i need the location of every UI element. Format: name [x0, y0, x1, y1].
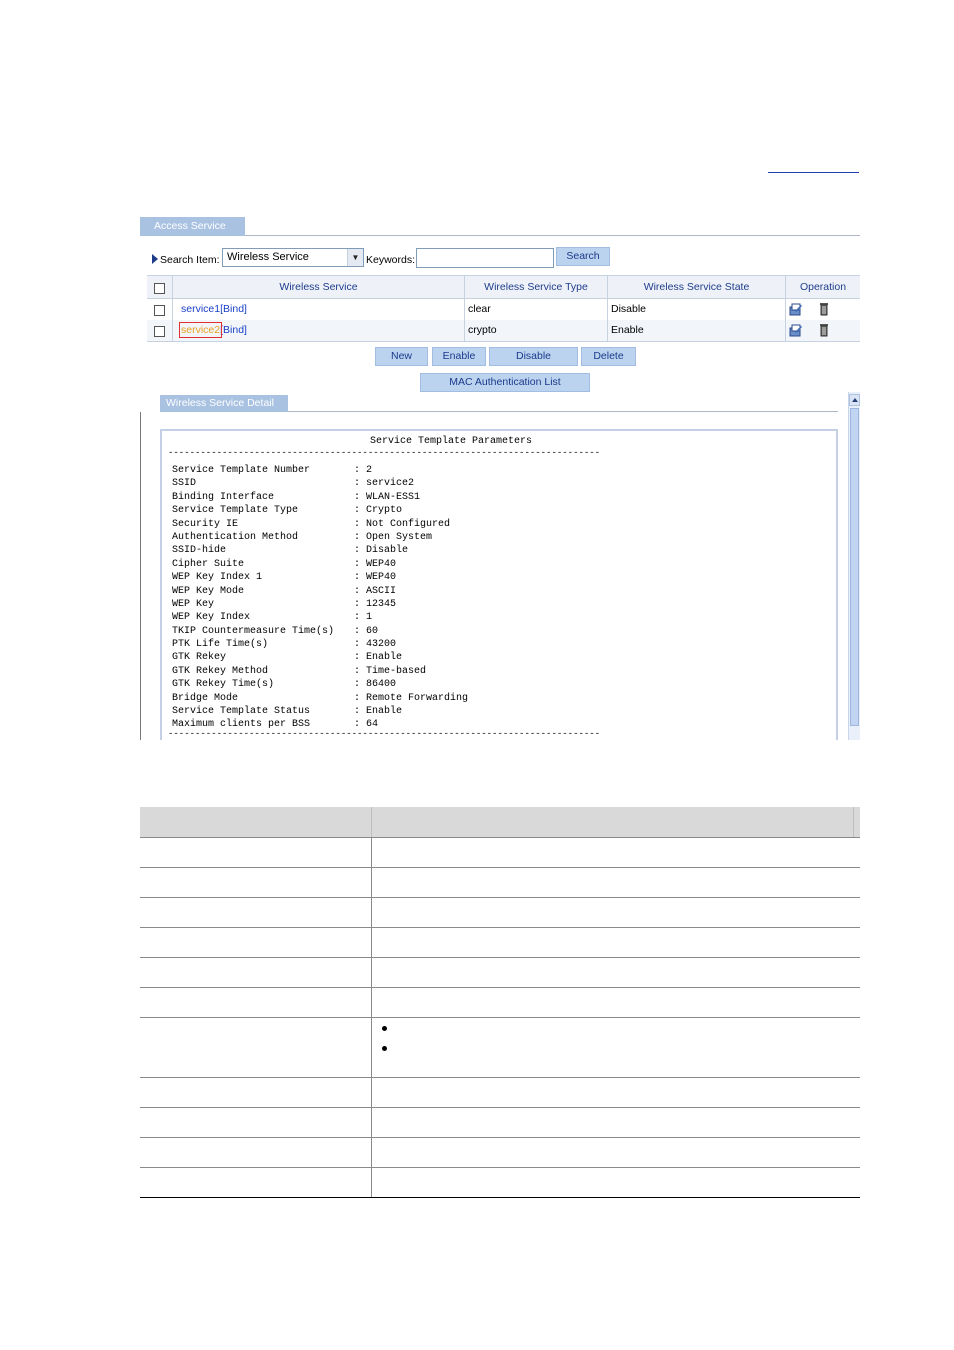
- parameter-value: 2: [366, 465, 373, 476]
- parameter-colon: :: [354, 572, 361, 584]
- parameter-value: 86400: [366, 679, 397, 691]
- service-state-cell: Disable: [607, 299, 785, 320]
- service-link[interactable]: service1: [181, 303, 221, 315]
- parameter-colon: :: [354, 531, 361, 543]
- parameter-name: GTK Rekey Time(s): [172, 679, 275, 691]
- service-type-cell: clear: [464, 299, 607, 320]
- search-item-label: Search Item:: [160, 254, 220, 266]
- enable-button[interactable]: Enable: [432, 347, 486, 366]
- col-wireless-service[interactable]: Wireless Service: [172, 276, 464, 298]
- table-row: [140, 987, 860, 1017]
- parameter-value: service2: [366, 478, 415, 490]
- parameter-value: Enable: [366, 652, 403, 664]
- parameter-colon: :: [354, 719, 361, 731]
- parameter-colon: :: [354, 505, 361, 517]
- delete-button[interactable]: Delete: [581, 347, 636, 366]
- separator-line: --------------------------------------------------------------------------------: [168, 729, 601, 739]
- wireless-service-detail-panel: [140, 392, 860, 740]
- table-row: [140, 837, 860, 867]
- tab-access-service[interactable]: Access Service: [140, 217, 245, 236]
- parameter-colon: :: [354, 545, 361, 557]
- service-cell: [172, 320, 464, 341]
- trash-icon[interactable]: [817, 302, 831, 316]
- parameter-colon: :: [354, 585, 361, 597]
- parameter-name: Service Template Type: [172, 505, 299, 517]
- table-row: [140, 927, 860, 957]
- access-service-tabbar: [140, 217, 860, 236]
- chevron-down-icon[interactable]: ▼: [347, 249, 363, 266]
- col-service-type[interactable]: Wireless Service Type: [464, 276, 607, 298]
- parameter-colon: :: [354, 491, 361, 503]
- parameter-value: Not Configured: [366, 518, 451, 530]
- parameter-name: SSID: [172, 478, 197, 490]
- parameter-name: Binding Interface: [172, 491, 275, 503]
- parameter-value: Crypto: [366, 505, 403, 517]
- parameter-description-table: [140, 807, 860, 1198]
- edit-icon[interactable]: [789, 323, 803, 337]
- panel-left-border: [140, 412, 141, 740]
- parameter-name: WEP Key Mode: [172, 585, 245, 597]
- parameter-name: GTK Rekey: [172, 652, 227, 664]
- service-cell: [172, 299, 464, 320]
- disable-button[interactable]: Disable: [489, 347, 578, 366]
- table-row: [147, 320, 860, 341]
- parameter-colon: :: [354, 652, 361, 664]
- keywords-input[interactable]: [416, 248, 554, 268]
- parameter-name: Service Template Number: [172, 465, 311, 476]
- table-row: [147, 299, 860, 320]
- parameters-title: Service Template Parameters: [370, 436, 533, 447]
- table-row: [140, 1107, 860, 1137]
- row-checkbox[interactable]: [154, 305, 165, 316]
- service-link[interactable]: service2: [181, 324, 221, 336]
- parameter-name: WEP Key: [172, 598, 215, 610]
- keywords-label: Keywords:: [366, 254, 416, 266]
- parameter-name: TKIP Countermeasure Time(s): [172, 625, 335, 637]
- detail-tabbar: [160, 395, 838, 412]
- parameter-value: WEP40: [366, 558, 397, 570]
- new-button[interactable]: New: [375, 347, 428, 366]
- table-row: [140, 957, 860, 987]
- search-button[interactable]: Search: [556, 247, 610, 266]
- operation-cell: [785, 299, 860, 320]
- parameter-value: 1: [366, 612, 373, 624]
- parameter-value: Time-based: [366, 665, 427, 677]
- service-template-parameters-box: [160, 429, 838, 740]
- parameter-colon: :: [354, 598, 361, 610]
- parameter-name: Bridge Mode: [172, 692, 239, 704]
- parameter-colon: :: [354, 706, 361, 718]
- wireless-service-table: [147, 275, 860, 342]
- parameter-name: SSID-hide: [172, 545, 227, 557]
- parameter-name: WEP Key Index 1: [172, 572, 263, 584]
- bind-link[interactable]: [Bind]: [220, 303, 247, 315]
- parameter-value: 43200: [366, 639, 397, 651]
- table-header-row: [140, 807, 860, 837]
- table-row: [140, 1137, 860, 1167]
- parameter-colon: :: [354, 679, 361, 691]
- parameter-value: Remote Forwarding: [366, 692, 469, 704]
- parameter-colon: :: [354, 692, 361, 704]
- parameter-name: PTK Life Time(s): [172, 639, 269, 651]
- parameter-value: ASCII: [366, 585, 397, 597]
- scroll-up-arrow-icon[interactable]: [849, 394, 860, 406]
- parameter-colon: :: [354, 625, 361, 637]
- parameter-value: Disable: [366, 545, 409, 557]
- table-row: [140, 1017, 860, 1077]
- parameter-name: Authentication Method: [172, 531, 299, 543]
- tab-wireless-service-detail[interactable]: Wireless Service Detail: [160, 395, 288, 412]
- parameter-name: WEP Key Index: [172, 612, 251, 624]
- table-row: [140, 1167, 860, 1197]
- trash-icon[interactable]: [817, 323, 831, 337]
- parameter-value: Open System: [366, 531, 433, 543]
- parameter-colon: :: [354, 518, 361, 530]
- service-state-cell: Enable: [607, 320, 785, 341]
- table-header: [147, 276, 860, 299]
- scroll-thumb[interactable]: [850, 408, 859, 726]
- service-type-cell: crypto: [464, 320, 607, 341]
- mac-authentication-list-button[interactable]: MAC Authentication List: [420, 373, 590, 392]
- top-link-underline[interactable]: [768, 172, 859, 173]
- parameter-name: GTK Rekey Method: [172, 665, 269, 677]
- bullet-icon: [382, 1046, 387, 1051]
- parameter-value: 12345: [366, 598, 397, 610]
- expand-triangle-icon: [152, 254, 158, 264]
- parameter-value: WLAN-ESS1: [366, 491, 421, 503]
- parameter-colon: :: [354, 558, 361, 570]
- parameter-value: 60: [366, 625, 379, 637]
- parameter-value: Enable: [366, 706, 403, 718]
- operation-cell: [785, 320, 860, 341]
- row-checkbox[interactable]: [154, 326, 165, 337]
- bullet-icon: [382, 1026, 387, 1031]
- edit-icon[interactable]: [789, 302, 803, 316]
- search-item-value: Wireless Service: [227, 251, 309, 263]
- separator-line: --------------------------------------------------------------------------------: [168, 448, 601, 458]
- search-bar: [150, 247, 850, 269]
- col-operation: Operation: [785, 276, 860, 298]
- col-service-state[interactable]: Wireless Service State: [607, 276, 785, 298]
- parameter-colon: :: [354, 612, 361, 624]
- parameter-name: Cipher Suite: [172, 558, 245, 570]
- parameter-colon: :: [354, 665, 361, 677]
- parameter-value: WEP40: [366, 572, 397, 584]
- table-row: [140, 1077, 860, 1107]
- parameter-value: 64: [366, 719, 379, 731]
- table-row: [140, 867, 860, 897]
- bind-link[interactable]: [Bind]: [220, 324, 247, 336]
- search-item-select[interactable]: [222, 248, 364, 267]
- parameter-colon: :: [354, 465, 361, 476]
- parameter-name: Service Template Status: [172, 706, 311, 718]
- vertical-scrollbar[interactable]: [848, 392, 860, 740]
- parameter-colon: :: [354, 478, 361, 490]
- parameter-name: Maximum clients per BSS: [172, 719, 311, 731]
- parameter-name: Security IE: [172, 518, 239, 530]
- parameter-colon: :: [354, 639, 361, 651]
- table-row: [140, 897, 860, 927]
- select-all-checkbox[interactable]: [154, 283, 165, 294]
